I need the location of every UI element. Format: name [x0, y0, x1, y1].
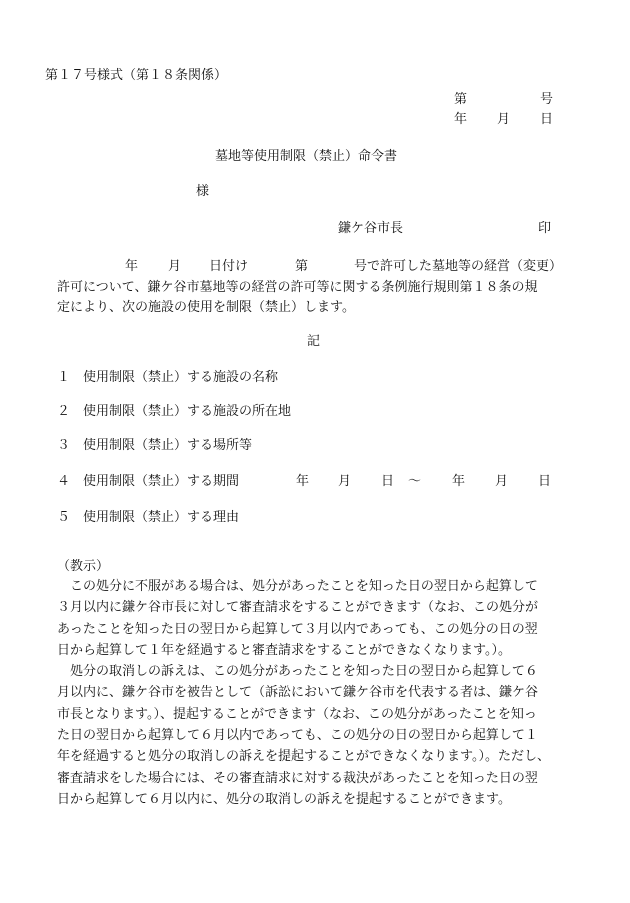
- intro-day-dated: 日付け: [209, 259, 249, 274]
- item-number: １: [57, 370, 71, 385]
- number-go: 号: [540, 92, 554, 107]
- date-day: 日: [540, 112, 554, 127]
- notice-line: 処分の取消しの訴えは、この処分があったことを知った日の翌日から起算して６: [57, 664, 538, 680]
- seal-mark: 印: [538, 221, 552, 236]
- recipient-sama: 様: [196, 184, 210, 199]
- item-number: ２: [57, 404, 71, 419]
- notice-line: ３月以内に鎌ケ谷市長に対して審査請求をすることができます（なお、この処分が: [57, 600, 539, 616]
- intro-line1-rest: 号で許可した墓地等の経営（変更）: [354, 259, 563, 274]
- notice-line: た日の翌日から起算して６月以内であっても、この処分の日の翌日から起算して１: [57, 728, 538, 744]
- intro-line2: 許可について、鎌ケ谷市墓地等の経営の許可等に関する条例施行規則第１８条の規: [57, 280, 538, 295]
- notice-line: 日から起算して１年を経過すると審査請求をすることができなくなります。）。: [57, 642, 511, 658]
- intro-dai: 第: [295, 259, 309, 274]
- notice-line: あったことを知った日の翌日から起算して３月以内であっても、この処分の日の翌: [57, 621, 538, 637]
- item-text: 使用制限（禁止）する期間: [83, 474, 240, 489]
- notice-line: 月以内に、鎌ケ谷市を被告として（訴訟において鎌ケ谷市を代表する者は、鎌ケ谷: [57, 685, 539, 701]
- intro-month: 月: [168, 259, 182, 274]
- notice-body: [57, 576, 579, 810]
- issuer-name: 鎌ケ谷市長: [338, 221, 404, 236]
- period-tilde: ～: [408, 474, 422, 489]
- number-dai: 第: [454, 92, 468, 107]
- period-start-year: 年: [296, 474, 310, 489]
- period-start-day: 日: [381, 474, 395, 489]
- intro-line3: 定により、次の施設の使用を制限（禁止）します。: [57, 300, 355, 315]
- item-text: 使用制限（禁止）する理由: [83, 510, 240, 525]
- period-end-month: 月: [495, 474, 509, 489]
- document-title: 墓地等使用制限（禁止）命令書: [215, 149, 398, 164]
- period-start-month: 月: [338, 474, 352, 489]
- item-text: 使用制限（禁止）する施設の所在地: [83, 404, 292, 419]
- item-number: ４: [57, 474, 71, 489]
- period-end-day: 日: [538, 474, 552, 489]
- period-end-year: 年: [452, 474, 466, 489]
- item-number: ５: [57, 510, 71, 525]
- form-label: 第１７号様式（第１８条関係）: [45, 68, 228, 83]
- date-year: 年: [454, 112, 468, 127]
- notice-line: 審査請求をした場合には、その審査請求に対する裁決があったことを知った日の翌: [57, 770, 538, 786]
- item-text: 使用制限（禁止）する施設の名称: [83, 370, 279, 385]
- intro-year: 年: [125, 259, 139, 274]
- notice-line: 年を経過すると処分の取消しの訴えを提起することができなくなります。）。ただし、: [57, 749, 550, 765]
- date-month: 月: [497, 112, 511, 127]
- item-text: 使用制限（禁止）する場所等: [83, 438, 253, 453]
- notice-line: 日から起算して６月以内に、処分の取消しの訴えを提起することができます。: [57, 791, 511, 807]
- item-number: ３: [57, 438, 71, 453]
- ki-heading: 記: [307, 334, 321, 349]
- notice-heading: （教示）: [57, 559, 110, 574]
- notice-line: この処分に不服がある場合は、処分があったことを知った日の翌日から起算して: [57, 579, 538, 594]
- notice-line: 市長となります。）、提起することができます（なお、この処分があったことを知っ: [57, 706, 537, 722]
